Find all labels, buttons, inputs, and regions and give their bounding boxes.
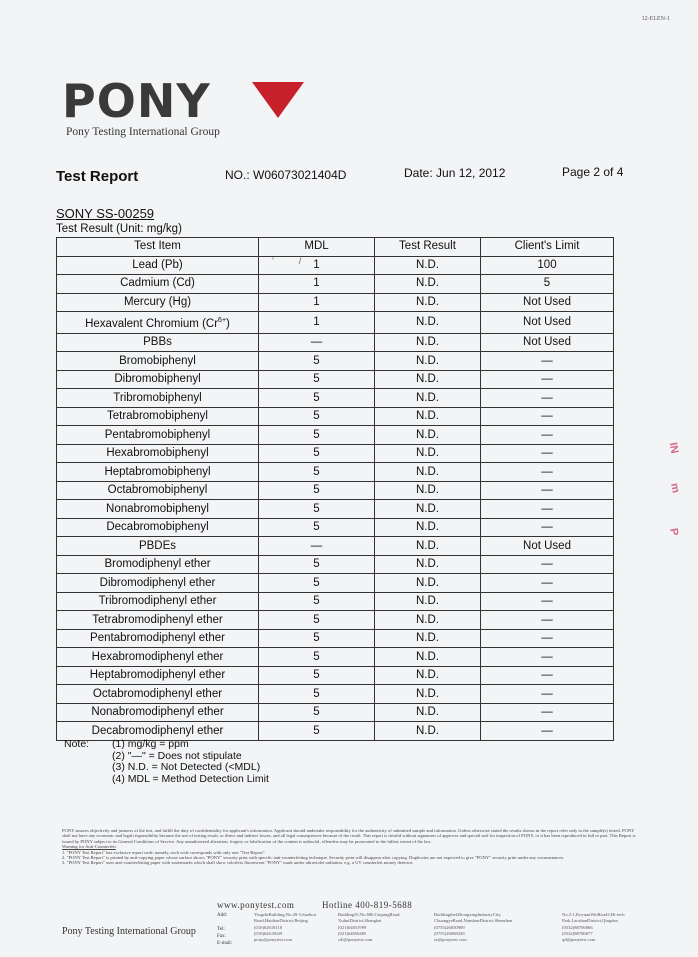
office-line: No.2-1,KeyuanWeiRoad3,Hi-tech Park,LaoshanDistrict,Qingdao	[562, 912, 625, 924]
cell-test-result: N.D.	[375, 444, 481, 463]
cell-client-limit: —	[481, 611, 614, 630]
cell-test-item: Bromobiphenyl	[57, 352, 259, 371]
cell-test-item: Bromodiphenyl ether	[57, 555, 259, 574]
header-test-result: Test Result	[375, 238, 481, 257]
office-line: (021)64856485	[338, 930, 367, 936]
cell-mdl: 5	[259, 352, 375, 371]
cell-test-result: N.D.	[375, 333, 481, 352]
cell-mdl: 5	[259, 722, 375, 741]
note-item: (2) "—" = Does not stipulate	[112, 749, 242, 762]
cell-client-limit: —	[481, 648, 614, 667]
report-title: Test Report	[56, 168, 139, 185]
cell-client-limit: —	[481, 629, 614, 648]
label-fax: Fax:	[217, 934, 226, 939]
cell-test-item: Decabromodiphenyl ether	[57, 722, 259, 741]
table-row	[57, 293, 614, 312]
company-name: Pony Testing International Group	[66, 126, 220, 138]
cell-test-result: N.D.	[375, 463, 481, 482]
cell-client-limit: —	[481, 389, 614, 408]
table-row	[57, 518, 614, 537]
cell-test-item: Octabromobiphenyl	[57, 481, 259, 500]
table-row	[57, 611, 614, 630]
table-row	[57, 629, 614, 648]
cell-test-item: Heptabromodiphenyl ether	[57, 666, 259, 685]
cell-test-result: N.D.	[375, 370, 481, 389]
footer-hotline: Hotline 400-819-5688	[322, 900, 413, 910]
cell-mdl: 5	[259, 370, 375, 389]
cell-test-item: Octabromodiphenyl ether	[57, 685, 259, 704]
office-line: sz@ponytest.com	[434, 937, 467, 943]
cell-client-limit: —	[481, 666, 614, 685]
cell-client-limit: Not Used	[481, 312, 614, 334]
cell-client-limit: —	[481, 481, 614, 500]
document-code: 12-ELEN-1	[641, 16, 670, 22]
footer-office-column	[338, 912, 426, 943]
table-row	[57, 312, 614, 334]
office-line: (010)62618118	[254, 924, 283, 930]
logo-triangle-icon	[252, 82, 304, 118]
table-row	[57, 389, 614, 408]
cell-test-result: N.D.	[375, 293, 481, 312]
table-row	[57, 592, 614, 611]
fine-print	[62, 828, 642, 866]
notes-label: Note:	[64, 738, 90, 750]
footer-company: Pony Testing International Group	[62, 926, 196, 937]
office-line: cdi@ponytest.com	[338, 937, 373, 943]
cell-mdl: 5	[259, 648, 375, 667]
cell-test-item: Tetrabromobiphenyl	[57, 407, 259, 426]
cell-test-result: N.D.	[375, 574, 481, 593]
warning-item: 1. "PONY Test Report" has exclusive report code, namely, each code corresponds with only one "Test Report".	[62, 849, 266, 855]
cell-mdl: 5	[259, 703, 375, 722]
office-line: (021)64851999	[338, 924, 367, 930]
office-line: Building35,No.680,GuipingRoad, XuhuiDistrict,Shanghai	[338, 912, 401, 924]
label-tel: Tel:	[217, 927, 225, 932]
cell-client-limit: —	[481, 703, 614, 722]
logo-wordmark: PONY	[62, 74, 211, 128]
table-row	[57, 648, 614, 667]
office-line: (0755)26068336	[434, 930, 465, 936]
cell-client-limit: —	[481, 685, 614, 704]
cell-test-item: Pentabromobiphenyl	[57, 426, 259, 445]
cell-test-result: N.D.	[375, 312, 481, 334]
office-line: (0532)88706866	[562, 924, 593, 930]
cell-test-result: N.D.	[375, 518, 481, 537]
table-row	[57, 407, 614, 426]
cell-test-item: Dibromodiphenyl ether	[57, 574, 259, 593]
footer-labels	[217, 912, 232, 947]
cell-test-item: Heptabromobiphenyl	[57, 463, 259, 482]
cell-test-result: N.D.	[375, 685, 481, 704]
cell-mdl: 5	[259, 463, 375, 482]
office-line: BuildingthefZhongxingIndustryCity, ChuangyeRoad,NanshanDistrict,Shenzhen	[434, 912, 513, 924]
table-row	[57, 256, 614, 275]
cell-mdl: 5	[259, 518, 375, 537]
disclaimer-text: PONY assures objectivity and justness of the test, and fulfill the duty of confidentiality for applicant's information. Applicant should undertake responsibility for the authenticity of submitted sample and information. Unless otherwise stated the results shown in the report refer only to the sample(s) tested. PONY shall not have any economic and legal responsibility because the use of testing result, or direct and indirect losses, and all legal consequences because of the result. This report is invalid without signatures of approver and special seal for inspection of PONY, or it has been reproduced in full or part. This Report is issued by PONY subject to its General Conditions of Service. Any unauthorized alteration, forgery or falsification of the content is unlawful, offenders may be prosecuted to the fullest extent of the law.	[62, 828, 636, 844]
table-row	[57, 685, 614, 704]
cell-mdl: 5	[259, 426, 375, 445]
office-line: pony@ponytest.com	[254, 937, 293, 943]
cell-mdl: 5	[259, 481, 375, 500]
cell-test-result: N.D.	[375, 352, 481, 371]
cell-mdl: 1	[259, 293, 375, 312]
cell-test-result: N.D.	[375, 666, 481, 685]
table-row	[57, 275, 614, 294]
warning-heading: Warning for Anti-Counterfeit	[62, 844, 116, 850]
cell-test-result: N.D.	[375, 629, 481, 648]
warning-item: 2. "PONY Test Report" is printed by anti-copying paper whose surface shows "PONY" security print with specific anti-counterfeiting technique. Security print will disappear after copying. Duplicates are not expected to give "PONY" security print under any circumstances.	[62, 855, 565, 861]
unit-note: Test Result (Unit: mg/kg)	[56, 223, 182, 235]
table-row	[57, 333, 614, 352]
footer-office-column	[562, 912, 642, 943]
label-email: E-mail:	[217, 941, 232, 946]
cell-mdl: 5	[259, 666, 375, 685]
office-line: (0755)26050909	[434, 924, 465, 930]
office-line: qd@ponytest.com	[562, 937, 596, 943]
note-item: (3) N.D. = Not Detected (<MDL)	[112, 761, 261, 774]
table-header-row	[57, 238, 614, 257]
cell-test-item: Pentabromodiphenyl ether	[57, 629, 259, 648]
table-row	[57, 500, 614, 519]
cell-test-item: Tetrabromodiphenyl ether	[57, 611, 259, 630]
table-row	[57, 352, 614, 371]
cell-mdl: 1	[259, 256, 375, 275]
cell-client-limit: Not Used	[481, 537, 614, 556]
cell-test-result: N.D.	[375, 500, 481, 519]
cell-mdl: 1	[259, 275, 375, 294]
cell-test-result: N.D.	[375, 256, 481, 275]
cell-test-result: N.D.	[375, 275, 481, 294]
cell-mdl: 5	[259, 500, 375, 519]
red-stamp-mark: IN m P	[666, 441, 682, 537]
cell-test-item: Nonabromodiphenyl ether	[57, 703, 259, 722]
cell-client-limit: —	[481, 555, 614, 574]
cell-mdl: 5	[259, 407, 375, 426]
cell-mdl: —	[259, 537, 375, 556]
cell-mdl: 5	[259, 592, 375, 611]
header-test-item: Test Item	[57, 238, 259, 257]
office-line: (0532)88706877	[562, 930, 593, 936]
cell-test-item: PBDEs	[57, 537, 259, 556]
cell-test-result: N.D.	[375, 611, 481, 630]
header-mdl: MDL	[259, 238, 375, 257]
initials-mark: ' /	[272, 256, 302, 266]
office-line: (010)62619629	[254, 930, 283, 936]
footer-website: www.ponytest.com	[217, 900, 295, 910]
cell-client-limit: —	[481, 463, 614, 482]
cell-test-result: N.D.	[375, 555, 481, 574]
cell-mdl: 5	[259, 611, 375, 630]
table-row	[57, 703, 614, 722]
cell-client-limit: —	[481, 370, 614, 389]
cell-test-result: N.D.	[375, 481, 481, 500]
cell-client-limit: —	[481, 352, 614, 371]
table-row	[57, 370, 614, 389]
cell-test-result: N.D.	[375, 703, 481, 722]
cell-client-limit: —	[481, 407, 614, 426]
cell-test-item: Hexabromodiphenyl ether	[57, 648, 259, 667]
table-row	[57, 444, 614, 463]
cell-test-result: N.D.	[375, 592, 481, 611]
cell-client-limit: Not Used	[481, 293, 614, 312]
cell-test-item: Lead (Pb)	[57, 256, 259, 275]
cell-mdl: 1	[259, 312, 375, 334]
cell-client-limit: —	[481, 426, 614, 445]
cell-test-result: N.D.	[375, 407, 481, 426]
cell-test-result: N.D.	[375, 722, 481, 741]
cell-test-item: Mercury (Hg)	[57, 293, 259, 312]
cell-test-result: N.D.	[375, 648, 481, 667]
header-client-limit: Client's Limit	[481, 238, 614, 257]
table-row	[57, 426, 614, 445]
cell-test-item: Tribromobiphenyl	[57, 389, 259, 408]
cell-test-item: Dibromobiphenyl	[57, 370, 259, 389]
cell-client-limit: Not Used	[481, 333, 614, 352]
results-table	[56, 237, 614, 741]
cell-mdl: —	[259, 333, 375, 352]
sample-name: SONY SS-00259	[56, 206, 155, 221]
cell-mdl: 5	[259, 685, 375, 704]
note-item: (1) mg/kg = ppm	[112, 738, 189, 750]
cell-test-item: Nonabromobiphenyl	[57, 500, 259, 519]
cell-mdl: 5	[259, 555, 375, 574]
note-item: (4) MDL = Method Detection Limit	[112, 772, 269, 785]
footer-office-column	[254, 912, 342, 943]
cell-test-item: Decabromobiphenyl	[57, 518, 259, 537]
cell-test-item: PBBs	[57, 333, 259, 352]
cell-test-result: N.D.	[375, 426, 481, 445]
table-row	[57, 463, 614, 482]
footer-office-column	[434, 912, 522, 943]
cell-client-limit: 100	[481, 256, 614, 275]
cell-test-result: N.D.	[375, 389, 481, 408]
cell-client-limit: —	[481, 518, 614, 537]
cell-mdl: 5	[259, 389, 375, 408]
cell-client-limit: —	[481, 574, 614, 593]
cell-mdl: 5	[259, 574, 375, 593]
cell-test-item: Hexabromobiphenyl	[57, 444, 259, 463]
report-date: Date: Jun 12, 2012	[404, 166, 506, 180]
cell-client-limit: —	[481, 592, 614, 611]
pony-logo	[62, 74, 211, 128]
cell-test-result: N.D.	[375, 537, 481, 556]
page-number: Page 2 of 4	[562, 165, 624, 179]
table-row	[57, 537, 614, 556]
cell-mdl: 5	[259, 444, 375, 463]
cell-client-limit: 5	[481, 275, 614, 294]
cell-test-item: Hexavalent Chromium $(Cr^{6+})$	[57, 312, 259, 334]
cell-client-limit: —	[481, 500, 614, 519]
cell-mdl: 5	[259, 629, 375, 648]
cell-client-limit: —	[481, 722, 614, 741]
table-row	[57, 481, 614, 500]
office-line: YingzhiBuilding,No.49-3,Suzhou Road,HaidianDistrict,Beijing	[254, 912, 316, 924]
report-number: NO.: W06073021404D	[225, 168, 347, 182]
cell-client-limit: —	[481, 444, 614, 463]
table-row	[57, 555, 614, 574]
label-add: Add:	[217, 913, 227, 918]
cell-test-item: Cadmium (Cd)	[57, 275, 259, 294]
cell-test-item: Tribromodiphenyl ether	[57, 592, 259, 611]
table-row	[57, 666, 614, 685]
table-row	[57, 574, 614, 593]
warning-item: 3. "PONY Test Report" uses anti-counterfeiting paper with watermarks which shall show colorless fluorescent "PONY" mark under ultraviolet radiation, e.g. a UV counterfeit money detector.	[62, 860, 414, 866]
